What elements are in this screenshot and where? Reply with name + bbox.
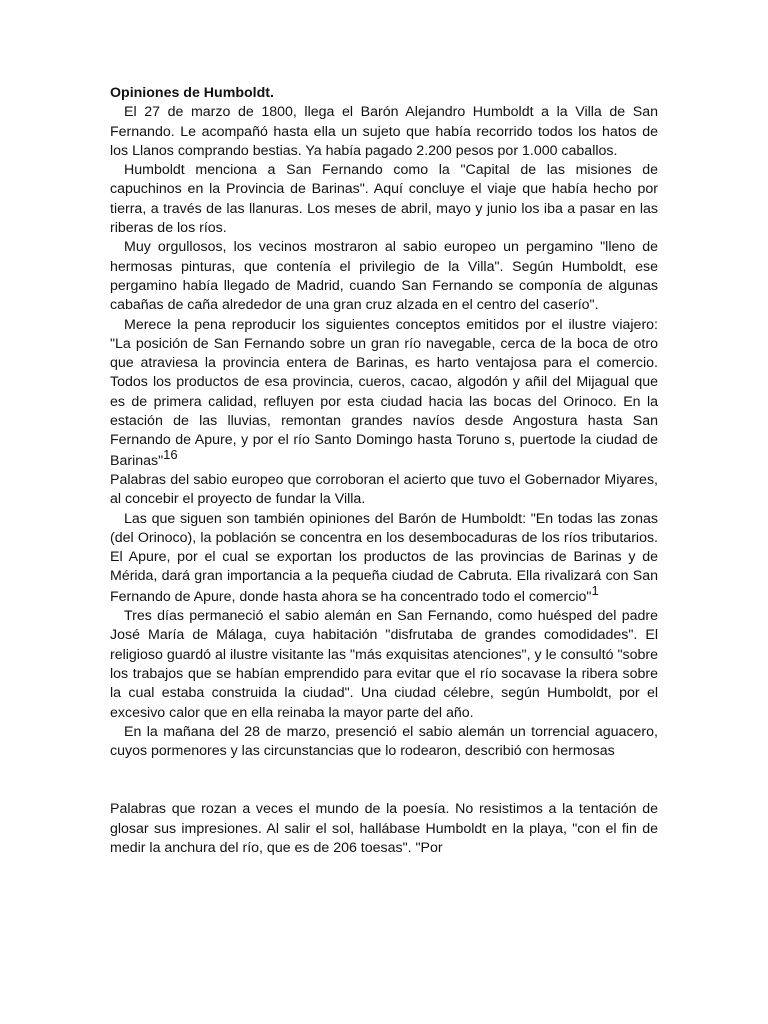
paragraph-text: Humboldt menciona a San Fernando como la "Capital de las misiones de capuchinos en la Provincia de Barinas". Aquí concluye el viaje que había hecho por tierra, a través de las llanuras. Los meses de abril, mayo y junio los iba a pasar en las riberas de los ríos. — [110, 162, 658, 237]
paragraph-text: Muy orgullosos, los vecinos mostraron al sabio europeo un pergamino "lleno de hermosas pinturas, que contenía el privilegio de la Villa". Según Humboldt, ese pergamino había llegado de Madrid, cuando San Fernando se componía de algunas cabañas de caña alrededor de una gran cruz alzada en el centro del caserío". — [110, 239, 658, 314]
paragraph — [110, 800, 658, 858]
document-page — [110, 84, 658, 858]
paragraph-text: Tres días permaneció el sabio alemán en San Fernando, como huésped del padre José María de Málaga, cuya habitación "disfrutaba de grandes comodidades". El religioso guardó al ilustre visitante las "más exquisitas atenciones", y le consultó "sobre los trabajos que se habían emprendido para evitar que el río socavase la ribera sobre la cual estaba construida la ciudad". Una ciudad célebre, según Humboldt, por el excesivo calor que en ella reinaba la mayor parte del año. — [110, 608, 658, 721]
section-gap — [110, 761, 658, 800]
paragraph-text: Las que siguen son también opiniones del Barón de Humboldt: "En todas las zonas (del Orinoco), la población se concentra en los desembocaduras de los ríos tributarios. El Apure, por el cual se exportan los productos de las provincias de Barinas y de Mérida, dará gran importancia a la pequeña ciudad de Cabruta. Ella rivalizará con San Fernando de Apure, donde hasta ahora se ha concentrado todo el comercio" — [110, 510, 658, 605]
paragraph — [110, 510, 658, 607]
paragraph — [110, 103, 658, 161]
footnote-marker: 16 — [163, 446, 178, 462]
paragraph — [110, 238, 658, 315]
paragraph — [110, 607, 658, 723]
footnote-marker: 1 — [591, 582, 599, 598]
paragraph-text: El 27 de marzo de 1800, llega el Barón Alejandro Humboldt a la Villa de San Fernando. Le acompañó hasta ella un sujeto que había recorrido todos los hatos de los Llanos comprando bestias. Ya había pagado 2.200 pesos por 1.000 caballos. — [110, 104, 658, 159]
paragraph-text: Merece la pena reproducir los siguientes conceptos emitidos por el ilustre viajero: "La posición de San Fernando sobre un gran río navegable, cerca de la boca de otro que atraviesa la provincia entera de Barinas, es harto ventajosa para el comercio. Todos los productos de esa provincia, cueros, cacao, algodón y añil del Mijagual que es de primera calidad, refluyen por esta ciudad hacia las bocas del Orinoco. En la estación de las lluvias, remontan grandes navíos desde Angostura hasta San Fernando de Apure, y por el río Santo Domingo hasta Toruno s, puertode la ciudad de Barinas" — [110, 316, 658, 469]
document-title: Opiniones de Humboldt. — [110, 85, 274, 101]
paragraph — [110, 161, 658, 238]
paragraph — [110, 316, 658, 471]
paragraph — [110, 723, 658, 762]
paragraph-text: Palabras que rozan a veces el mundo de la poesía. No resistimos a la tentación de glosar sus impresiones. Al salir el sol, hallábase Humboldt en la playa, "con el fin de medir la anchura del río, que es de 206 toesas". "Por — [110, 801, 658, 856]
paragraph-text: Palabras del sabio europeo que corroboran el acierto que tuvo el Gobernador Miyares, al concebir el proyecto de fundar la Villa. — [110, 471, 658, 508]
paragraph-text: En la mañana del 28 de marzo, presenció el sabio alemán un torrencial aguacero, cuyos pormenores y las circunstancias que lo rodearon, describió con hermosas — [110, 723, 658, 760]
paragraph — [110, 471, 658, 510]
